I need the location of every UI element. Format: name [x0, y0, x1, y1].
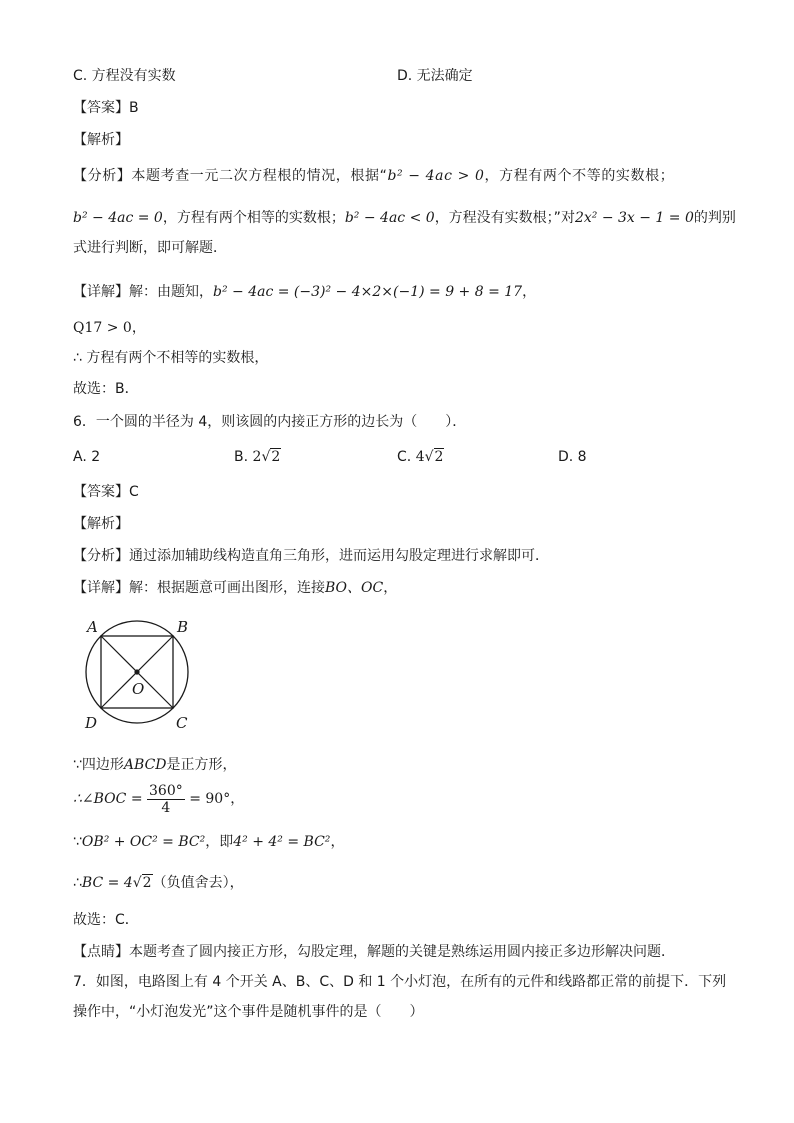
- q6-fenxi: [73, 546, 549, 566]
- pythagoras-formula: OB² + OC² = BC²: [81, 834, 206, 850]
- q5-answer: [73, 98, 139, 118]
- label-c: C: [176, 714, 188, 732]
- step-text: ∴: [73, 875, 82, 891]
- radicand: 2: [271, 449, 281, 465]
- condition-lt: b² − 4ac < 0: [344, 210, 435, 226]
- condition-eq: b² − 4ac = 0: [73, 210, 163, 226]
- step-text: （负值舍去），: [152, 875, 244, 891]
- detail-text: 解：根据题意可画出图形，连接: [129, 580, 325, 596]
- option-label: B.: [234, 449, 249, 465]
- detail-text: 解：由题知，: [129, 284, 213, 300]
- q6-analysis-tag: 【解析】: [73, 516, 129, 532]
- step-text: ，: [330, 834, 345, 850]
- fenxi-text: ，方程没有实数根；”对: [434, 210, 575, 226]
- q5-detail: [73, 282, 536, 302]
- option-value: 4√2: [415, 449, 444, 465]
- pythagoras-substitution: 4² + 4² = BC²: [233, 834, 331, 850]
- q6-detail: [73, 578, 397, 598]
- angle-expression: ∴∠BOC =: [73, 791, 143, 807]
- q6-answer: [73, 482, 139, 502]
- label-b: B: [177, 618, 189, 636]
- condition-gt: b² − 4ac > 0: [387, 168, 485, 184]
- q6-option-c: [397, 447, 444, 467]
- detail-segments: BO、OC: [325, 580, 384, 596]
- fraction: [147, 783, 185, 816]
- dianjing-text: 本题考查了圆内接正方形，勾股定理，解题的关键是熟练运用圆内接正多边形解决问题．: [129, 944, 675, 960]
- fenxi-text: 通过添加辅助线构造直角三角形，进而运用勾股定理进行求解即可．: [129, 548, 549, 564]
- q6-step4: [73, 873, 244, 893]
- q5-choose-line: 故选：B．: [73, 381, 139, 397]
- bc-value: BC = 4: [81, 875, 133, 891]
- detail-text: ，: [383, 580, 398, 596]
- radicand: 2: [142, 875, 152, 891]
- q5-because-line: Q17 > 0，: [73, 320, 146, 336]
- answer-tag: 【答案】: [73, 100, 129, 116]
- q6-choose-line: 故选：C．: [73, 912, 139, 928]
- fenxi-text: 本题考查一元二次方程根的情况，根据“: [131, 168, 388, 184]
- q5-option-c: C. 方程没有实数: [73, 68, 176, 84]
- q5-option-d: D. 无法确定: [397, 68, 473, 84]
- option-value: 2√2: [252, 449, 281, 465]
- center-point: [134, 669, 139, 674]
- step-text: ∵四边形: [73, 757, 124, 773]
- q6-option-a: A. 2: [73, 449, 101, 465]
- coefficient: 2: [252, 449, 262, 465]
- detail-formula: b² − 4ac = (−3)² − 4×2×(−1) = 9 + 8 = 17: [213, 284, 523, 300]
- label-d: D: [85, 714, 98, 732]
- q6-option-b: [234, 447, 281, 467]
- equation: 2x² − 3x − 1 = 0: [574, 210, 694, 226]
- detail-tag: 【详解】: [73, 284, 129, 300]
- step-text: 是正方形，: [166, 757, 237, 773]
- q6-step3: [73, 832, 344, 852]
- coefficient: 4: [415, 449, 425, 465]
- detail-text: ，: [522, 284, 537, 300]
- q5-analysis-tag: 【解析】: [73, 132, 129, 148]
- quadrilateral-name: ABCD: [123, 757, 167, 773]
- q6-step1: [73, 755, 237, 775]
- detail-tag: 【详解】: [73, 580, 129, 596]
- dianjing-tag: 【点睛】: [73, 944, 129, 960]
- q7-stem-line1: 7．如图，电路图上有 4 个开关 A、B、C、D 和 1 个小灯泡，在所有的元件和线路都正常的前提下．下列: [73, 974, 727, 990]
- q5-fenxi-line3: 式进行判断，即可解题．: [73, 240, 227, 256]
- q6-stem: 6．一个圆的半径为 4，则该圆的内接正方形的边长为（ ）．: [73, 414, 467, 430]
- fenxi-text: ，方程有两个不等的实数根；: [484, 168, 675, 184]
- inscribed-square-figure: [80, 612, 200, 736]
- q5-fenxi-line2: [73, 208, 736, 228]
- step-text: ，即: [205, 834, 234, 850]
- fenxi-text: ，方程有两个相等的实数根；: [162, 210, 345, 226]
- radicand: 2: [434, 449, 444, 465]
- numerator: 360°: [149, 782, 183, 799]
- fenxi-tag: 【分析】: [73, 168, 132, 184]
- label-o: O: [132, 680, 145, 698]
- fenxi-text: 的判别: [693, 210, 736, 226]
- denominator: 4: [161, 799, 171, 816]
- option-label: C.: [397, 449, 412, 465]
- q6-dianjing: [73, 942, 675, 962]
- step-text: ∵: [73, 834, 82, 850]
- sqrt: √2: [132, 875, 152, 891]
- q6-option-d: D. 8: [558, 449, 587, 465]
- fenxi-tag: 【分析】: [73, 548, 129, 564]
- angle-result: = 90°，: [189, 791, 245, 807]
- answer-tag: 【答案】: [73, 484, 129, 500]
- q7-stem-line2: 操作中，“小灯泡发光”这个事件是随机事件的是（ ）: [73, 1004, 424, 1020]
- label-a: A: [87, 618, 98, 636]
- q5-fenxi-line1: [73, 166, 674, 186]
- q6-step2: [73, 780, 244, 818]
- q5-therefore-line: ∴ 方程有两个不相等的实数根，: [73, 350, 269, 366]
- answer-value: C: [129, 484, 139, 500]
- answer-value: B: [129, 100, 139, 116]
